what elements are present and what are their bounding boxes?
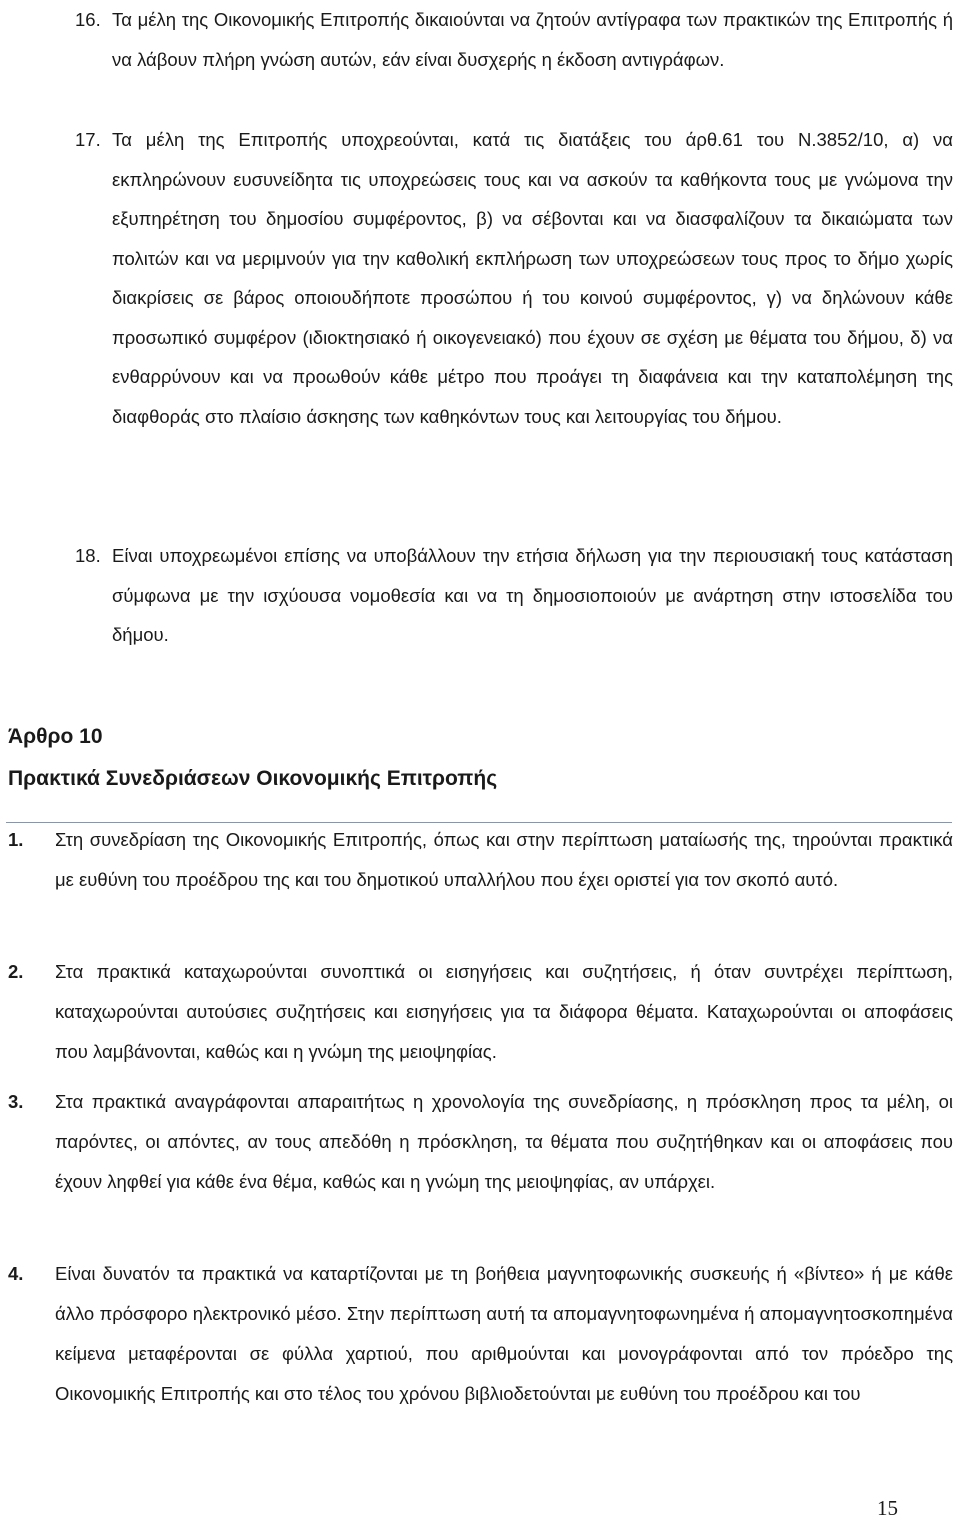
- article-item-number: 2.: [8, 961, 24, 982]
- article-title: Άρθρο 10: [8, 725, 103, 748]
- article-item-text: Είναι δυνατόν τα πρακτικά να καταρτίζονται με τη βοήθεια μαγνητοφωνικής συσκευής ή «βίντεο» ή με κάθε άλλο πρόσφορο ηλεκτρονικό μέσο. Στην περίπτωση αυτή τα απομαγνητοφωνημένα ή απομαγνητοσκοπημένα κείμενα μεταφέρονται σε φύλλα χαρτιού, που αριθμούνται και μονογράφονται από τον πρόεδρο της Οικονομικής Επιτροπής και στο τέλος του χρόνου βιβλιοδετούνται με ευθύνη του προέδρου και του: [55, 1263, 953, 1404]
- page-number: 15: [877, 1496, 898, 1520]
- list-item: [75, 0, 953, 79]
- list-item-number: 17.: [75, 129, 101, 150]
- list-item-number: 16.: [75, 9, 101, 30]
- article-item: [8, 952, 953, 1072]
- article-item-text: Στη συνεδρίαση της Οικονομικής Επιτροπής, όπως και στην περίπτωση ματαίωσής της, τηρούνται πρακτικά με ευθύνη του προέδρου της και του δημοτικού υπαλλήλου που έχει οριστεί για τον σκοπό αυτό.: [55, 829, 953, 890]
- list-item-number: 18.: [75, 545, 101, 566]
- article-subtitle: Πρακτικά Συνεδριάσεων Οικονομικής Επιτροπής: [8, 767, 498, 790]
- article-item-number: 3.: [8, 1091, 24, 1112]
- list-item: [75, 536, 953, 655]
- article-item: [8, 1254, 953, 1414]
- article-item: [8, 820, 953, 900]
- list-item-text: Τα μέλη της Επιτροπής υποχρεούνται, κατά τις διατάξεις του άρθ.61 του Ν.3852/10, α) να εκπληρώνουν ευσυνείδητα τις υποχρεώσεις τους και να ασκούν τα καθήκοντα τους με γνώμονα την εξυπηρέτηση του δημοσίου συμφέροντος, β) να σέβονται και να διασφαλίζουν τα δικαιώματα των πολιτών και να μεριμνούν για την καθολική εκπλήρωση των υποχρεώσεων τους προς το δήμο χωρίς διακρίσεις σε βάρος οποιουδήποτε προσώπου ή του κοινού συμφέροντος, γ) να δηλώνουν κάθε προσωπικό συμφέρον (ιδιοκτησιακό ή οικογενειακό) που έχουν σε σχέση με θέματα του δήμου, δ) να ενθαρρύνουν και να προωθούν κάθε μέτρο που προάγει τη διαφάνεια και την καταπολέμηση της διαφθοράς στο πλαίσιο άσκησης των καθηκόντων τους και λειτουργίας του δήμου.: [112, 129, 953, 427]
- article-item-number: 4.: [8, 1263, 24, 1284]
- article-item: [8, 1082, 953, 1202]
- list-item: [75, 120, 953, 436]
- article-item-text: Στα πρακτικά αναγράφονται απαραιτήτως η χρονολογία της συνεδρίασης, η πρόσκληση προς τα μέλη, οι παρόντες, οι απόντες, αν τους απεδόθη η πρόσκληση, τα θέματα που συζητήθηκαν και οι αποφάσεις που έχουν ληφθεί για κάθε ένα θέμα, καθώς και η γνώμη της μειοψηφίας, αν υπάρχει.: [55, 1091, 953, 1192]
- list-item-text: Είναι υποχρεωμένοι επίσης να υποβάλλουν την ετήσια δήλωση για την περιουσιακή τους κατάσταση σύμφωνα με την ισχύουσα νομοθεσία και να τη δημοσιοποιούν με ανάρτηση στην ιστοσελίδα του δήμου.: [112, 545, 953, 645]
- article-item-text: Στα πρακτικά καταχωρούνται συνοπτικά οι εισηγήσεις και συζητήσεις, ή όταν συντρέχει περίπτωση, καταχωρούνται αυτούσιες συζητήσεις και εισηγήσεις για τα διάφορα θέματα. Καταχωρούνται οι αποφάσεις που λαμβάνονται, καθώς και η γνώμη της μειοψηφίας.: [55, 961, 953, 1062]
- list-item-text: Τα μέλη της Οικονομικής Επιτροπής δικαιούνται να ζητούν αντίγραφα των πρακτικών της Επιτροπής ή να λάβουν πλήρη γνώση αυτών, εάν είναι δυσχερής η έκδοση αντιγράφων.: [112, 9, 953, 70]
- article-item-number: 1.: [8, 829, 24, 850]
